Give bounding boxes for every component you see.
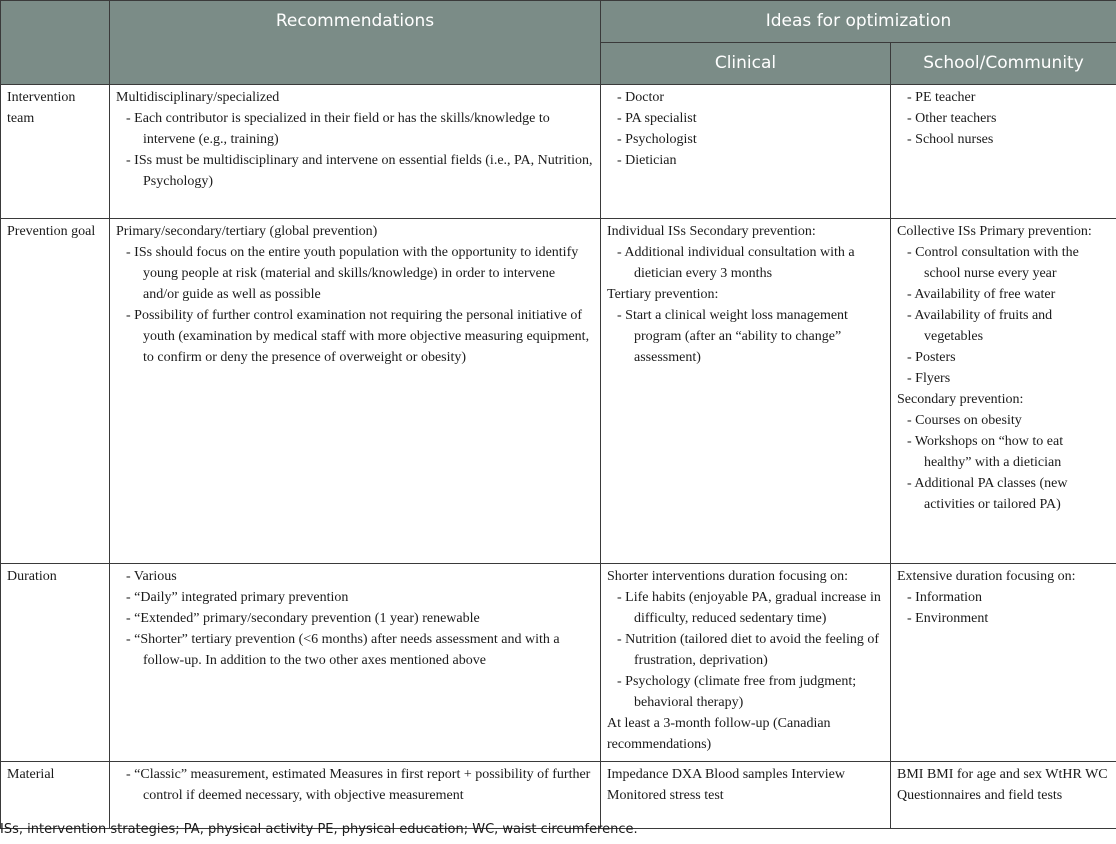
- recommendations-cell: [110, 564, 601, 762]
- cell-title: Multidisciplinary/specialized: [116, 90, 280, 105]
- row-label: Intervention team: [1, 85, 110, 219]
- clinical-cell: [601, 564, 891, 762]
- list-item: - Control consultation with the school nurse every year: [897, 242, 1110, 284]
- item-list: [607, 87, 884, 171]
- list-item: - Flyers: [897, 368, 1110, 389]
- list-item: - Courses on obesity: [897, 410, 1110, 431]
- recommendations-cell: [110, 219, 601, 564]
- table-footnote: ISs, intervention strategies; PA, physical activity PE, physical education; WC, waist circumference.: [0, 822, 638, 837]
- table-row: [1, 762, 1116, 829]
- cell-title: Extensive duration focusing on:: [897, 569, 1076, 584]
- clinical-cell: [601, 762, 891, 829]
- list-item: - Doctor: [607, 87, 884, 108]
- header-empty-cell: [1, 1, 110, 85]
- list-item: - PA specialist: [607, 108, 884, 129]
- list-item: - Dietician: [607, 150, 884, 171]
- item-list: [116, 242, 594, 368]
- list-item: - Additional individual consultation with a dietician every 3 months: [607, 242, 884, 284]
- list-item: - PE teacher: [897, 87, 1110, 108]
- list-item: - Nutrition (tailored diet to avoid the feeling of frustration, deprivation): [607, 629, 884, 671]
- recommendations-cell: [110, 85, 601, 219]
- row-label: Material: [1, 762, 110, 829]
- list-item: - Environment: [897, 608, 1110, 629]
- cell-subtitle: Secondary prevention:: [897, 392, 1024, 407]
- list-item: - School nurses: [897, 129, 1110, 150]
- school-community-cell: [891, 762, 1116, 829]
- item-list: [607, 305, 884, 368]
- list-item: - Psychology (climate free from judgment; behavioral therapy): [607, 671, 884, 713]
- header-school-community: School/Community: [891, 43, 1116, 85]
- school-community-cell: [891, 564, 1116, 762]
- list-item: - Each contributor is specialized in their field or has the skills/knowledge to intervene (e.g., training): [116, 108, 594, 150]
- item-list: [897, 410, 1110, 515]
- list-item: - Psychologist: [607, 129, 884, 150]
- item-list: [607, 587, 884, 713]
- list-item: - Various: [116, 566, 594, 587]
- list-item: - Availability of free water: [897, 284, 1110, 305]
- list-item: - “Classic” measurement, estimated Measures in first report + possibility of further control if deemed necessary, with objective measurement: [116, 764, 594, 806]
- cell-title: Primary/secondary/tertiary (global prevention): [116, 224, 378, 239]
- cell-subtitle: Tertiary prevention:: [607, 287, 719, 302]
- list-item: - Posters: [897, 347, 1110, 368]
- table-row: [1, 564, 1116, 762]
- clinical-cell: [601, 85, 891, 219]
- list-item: - Availability of fruits and vegetables: [897, 305, 1110, 347]
- table-row: [1, 85, 1116, 219]
- cell-text: Impedance DXA Blood samples Interview Monitored stress test: [607, 767, 845, 803]
- item-list: [116, 108, 594, 192]
- row-label: Duration: [1, 564, 110, 762]
- cell-title: Individual ISs Secondary prevention:: [607, 224, 816, 239]
- list-item: - ISs should focus on the entire youth population with the opportunity to identify young people at risk (material and skills/knowledge) in order to intervene and/or guide as well as possible: [116, 242, 594, 305]
- list-item: - Information: [897, 587, 1110, 608]
- cell-title: Collective ISs Primary prevention:: [897, 224, 1092, 239]
- list-item: - “Daily” integrated primary prevention: [116, 587, 594, 608]
- cell-note: At least a 3-month follow-up (Canadian recommendations): [607, 716, 831, 752]
- list-item: - Start a clinical weight loss management program (after an “ability to change” assessment): [607, 305, 884, 368]
- school-community-cell: [891, 85, 1116, 219]
- recommendations-cell: [110, 762, 601, 829]
- cell-title: Shorter interventions duration focusing on:: [607, 569, 849, 584]
- list-item: - “Extended” primary/secondary prevention (1 year) renewable: [116, 608, 594, 629]
- list-item: - ISs must be multidisciplinary and intervene on essential fields (i.e., PA, Nutrition, Psychology): [116, 150, 594, 192]
- header-ideas-for-optimization: Ideas for optimization: [601, 1, 1116, 43]
- clinical-cell: [601, 219, 891, 564]
- table-row: [1, 219, 1116, 564]
- header-clinical: Clinical: [601, 43, 891, 85]
- list-item: - Workshops on “how to eat healthy” with a dietician: [897, 431, 1110, 473]
- list-item: - Life habits (enjoyable PA, gradual increase in difficulty, reduced sedentary time): [607, 587, 884, 629]
- list-item: - “Shorter” tertiary prevention (<6 months) after needs assessment and with a follow-up. In addition to the two other axes mentioned above: [116, 629, 594, 671]
- header-recommendations: Recommendations: [110, 1, 601, 85]
- item-list: [116, 566, 594, 671]
- item-list: [897, 87, 1110, 150]
- item-list: [607, 242, 884, 284]
- item-list: [897, 242, 1110, 389]
- row-label: Prevention goal: [1, 219, 110, 564]
- list-item: - Possibility of further control examination not requiring the personal initiative of youth (examination by medical staff with more objective measuring equipment, to confirm or deny the presence of overweight or obesity): [116, 305, 594, 368]
- cell-text: BMI BMI for age and sex WtHR WC Questionnaires and field tests: [897, 767, 1108, 803]
- list-item: - Other teachers: [897, 108, 1110, 129]
- item-list: [897, 587, 1110, 629]
- school-community-cell: [891, 219, 1116, 564]
- item-list: [116, 764, 594, 806]
- list-item: - Additional PA classes (new activities or tailored PA): [897, 473, 1110, 515]
